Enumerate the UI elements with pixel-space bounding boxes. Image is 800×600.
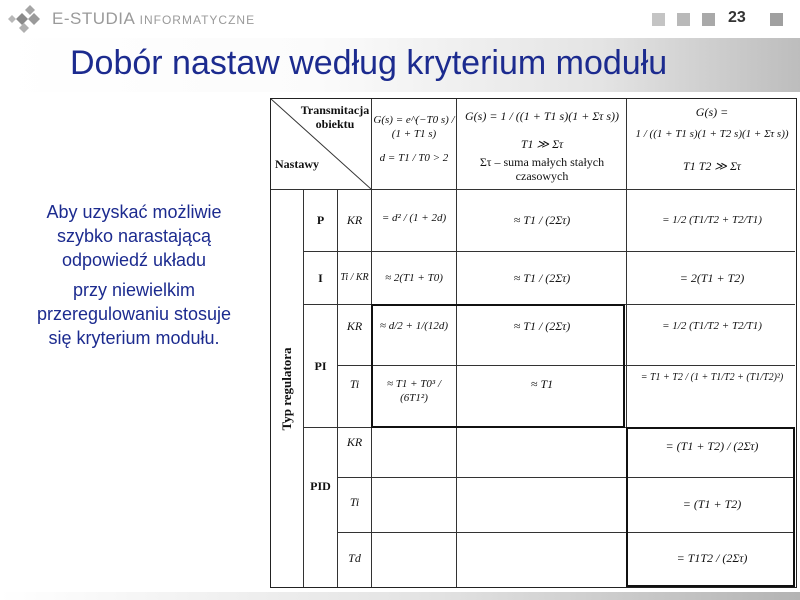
type-pi: PI — [314, 359, 327, 373]
param-td-pid: Td — [348, 551, 361, 565]
nav-square-1[interactable] — [652, 13, 665, 26]
description-line-1: Aby uzyskać możliwie szybko narastającą odpowiedź układu — [46, 202, 222, 270]
cell-p-col3: = 1/2 (T1/T2 + T2/T1) — [662, 214, 762, 226]
col2-header-transfer: G(s) = 1 / ((1 + T1 s)(1 + Στ s)) — [465, 109, 619, 123]
cell-pid-td-col3: = T1T2 / (2Στ) — [676, 551, 748, 565]
pid-highlight-box — [626, 427, 795, 587]
brand-name: E-STUDIA INFORMATYCZNE — [52, 9, 256, 28]
param-ti-pi: Ti — [349, 377, 360, 391]
col3-header-transfer: 1 / ((1 + T1 s)(1 + T2 s)(1 + Στ s)) — [635, 128, 789, 140]
cell-pi-kr-col3: = 1/2 (T1/T2 + T2/T1) — [662, 320, 762, 332]
nav-square-3[interactable] — [702, 13, 715, 26]
cell-i-col3: = 2(T1 + T2) — [679, 271, 745, 285]
cell-pi-ti-col2: ≈ T1 — [530, 377, 554, 391]
col3-header-condition: T1 T2 ≫ Στ — [683, 159, 741, 173]
cell-pid-ti-col3: = (T1 + T2) — [682, 497, 742, 511]
cell-p-col1: = d² / (1 + 2d) — [381, 212, 447, 224]
col2-header-condition: T1 ≫ Στ — [520, 137, 564, 151]
cell-i-col2: ≈ T1 / (2Στ) — [513, 271, 571, 285]
col1-header-transfer: G(s) = e^(−T0 s) / (1 + T1 s) — [373, 114, 455, 140]
slide-header — [0, 0, 800, 38]
param-kr-pi: KR — [346, 319, 363, 333]
col1-header-condition: d = T1 / T0 > 2 — [379, 152, 449, 164]
type-i: I — [318, 271, 323, 285]
type-p: P — [316, 213, 325, 227]
regulator-type-label: Typ regulatora — [279, 347, 294, 431]
corner-bottom-label: Nastawy — [275, 157, 319, 171]
cell-pi-ti-col3: = T1 + T2 / (1 + T1/T2 + (T1/T2)²) — [640, 372, 784, 383]
cell-i-col1: ≈ 2(T1 + T0) — [385, 272, 443, 284]
page-number: 23 — [728, 9, 746, 26]
type-pid: PID — [310, 479, 331, 493]
param-ti-kr: Ti / KR — [340, 272, 369, 283]
col2-header-note: Στ – suma małych stałych czasowych — [479, 155, 605, 183]
cell-pi-kr-col2: ≈ T1 / (2Στ) — [513, 319, 571, 333]
param-kr-pid: KR — [346, 435, 363, 449]
cell-pi-ti-col1: ≈ T1 + T0³ / (6T1²) — [386, 378, 442, 404]
bottom-bar — [0, 592, 800, 600]
cell-pid-kr-col3: = (T1 + T2) / (2Στ) — [665, 439, 759, 453]
corner-top-label: Transmitacja obiektu — [300, 103, 370, 131]
diamond-grid-logo-icon — [8, 4, 44, 34]
pi-highlight-box — [371, 304, 625, 428]
param-ti-pid: Ti — [349, 495, 360, 509]
param-kr-p: KR — [346, 213, 363, 227]
col3-header-title: G(s) = — [695, 105, 729, 119]
slide-title: Dobór nastaw według kryterium modułu — [70, 44, 668, 82]
cell-p-col2: ≈ T1 / (2Στ) — [513, 213, 571, 227]
description-text — [30, 200, 238, 356]
nav-square-2[interactable] — [677, 13, 690, 26]
cell-pi-kr-col1: ≈ d/2 + 1/(12d) — [379, 320, 449, 332]
nav-square-4[interactable] — [770, 13, 783, 26]
tuning-table — [270, 98, 797, 588]
description-line-2: przy niewielkim przeregulowaniu stosuje się kryterium modułu. — [36, 280, 232, 348]
